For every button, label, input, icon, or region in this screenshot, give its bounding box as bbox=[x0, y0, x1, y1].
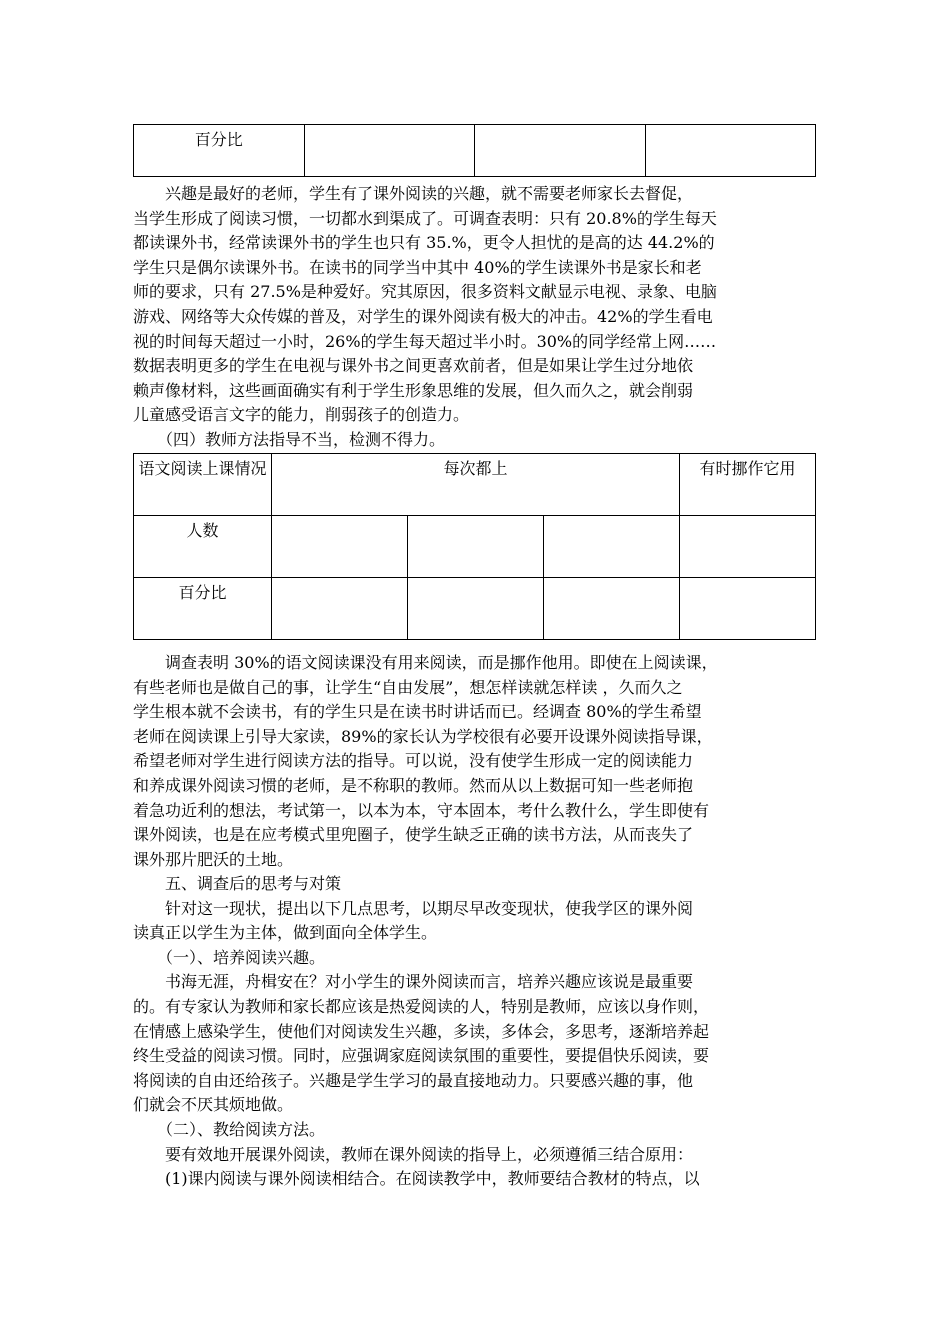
table-cell-empty bbox=[680, 516, 816, 578]
text-line: 在情感上感染学生，使他们对阅读发生兴趣，多读，多体会，多思考，逐渐培养起 bbox=[133, 1021, 710, 1041]
text-line: 着急功近利的想法，考试第一，以本为本，守本固本，考什么教什么，学生即使有 bbox=[133, 800, 710, 820]
subheading-cultivate-interest: （一）、培养阅读兴趣。 bbox=[133, 947, 326, 967]
text-line: 读真正以学生为主体，做到面向全体学生。 bbox=[133, 923, 438, 943]
table-cell-empty bbox=[304, 125, 474, 177]
text-line: 有些老师也是做自己的事，让学生“自由发展”，想怎样读就怎样读 ，久而久之 bbox=[133, 677, 683, 697]
text-line: 赖声像材料，这些画面确实有利于学生形象思维的发展，但久而久之，就会削弱 bbox=[133, 380, 694, 400]
table-cell-empty bbox=[272, 516, 408, 578]
table-cell-empty bbox=[645, 125, 816, 177]
text-line: 书海无涯，舟楫安在？对小学生的课外阅读而言，培养兴趣应该说是最重要 bbox=[133, 972, 694, 992]
table-row bbox=[134, 516, 816, 578]
table-row bbox=[134, 578, 816, 640]
table-reading-class bbox=[133, 453, 816, 640]
header-every-time: 每次都上 bbox=[272, 454, 680, 516]
text-line: 学生只是偶尔读课外书。在读书的同学当中其中 40%的学生读课外书是家长和老 bbox=[133, 257, 702, 277]
text-line: 将阅读的自由还给孩子。兴趣是学生学习的最直接地动力。只要感兴趣的事，他 bbox=[133, 1070, 694, 1090]
text-line: 数据表明更多的学生在电视与课外书之间更喜欢前者，但是如果让学生过分地依 bbox=[133, 356, 694, 376]
heading-text: （四）教师方法指导不当，检测不得力。 bbox=[133, 430, 446, 449]
paragraph-survey-30 bbox=[133, 651, 816, 872]
text-line: 都读课外书，经常读课外书的学生也只有 35.%，更令人担忧的是高的达 44.2%的 bbox=[133, 233, 715, 253]
table-cell-empty bbox=[408, 516, 544, 578]
text-line: 兴趣是最好的老师，学生有了课外阅读的兴趣，就不需要老师家长去督促， bbox=[133, 184, 694, 203]
table-cell-empty bbox=[272, 578, 408, 640]
text-line: 们就会不厌其烦地做。 bbox=[133, 1095, 294, 1115]
table-row bbox=[134, 125, 816, 177]
table-row bbox=[134, 454, 816, 516]
text-line: 的。有专家认为教师和家长都应该是热爱阅读的人，特别是教师，应该以身作则， bbox=[133, 996, 710, 1016]
text-line: 游戏、网络等大众传媒的普及，对学生的课外阅读有极大的冲击。42%的学生看电 bbox=[133, 306, 713, 326]
text-line: 师的要求，只有 27.5%是种爱好。究其原因，很多资料文献显示电视、录象、电脑 bbox=[133, 282, 717, 302]
table-percent-continuation bbox=[133, 124, 816, 177]
text-line: 儿童感受语言文字的能力，削弱孩子的创造力。 bbox=[133, 405, 470, 425]
table-cell-empty bbox=[544, 578, 680, 640]
row-label-percent: 百分比 bbox=[134, 578, 272, 640]
text-line: 学生根本就不会读书，有的学生只是在读书时讲话而已。经调查 80%的学生希望 bbox=[133, 702, 702, 722]
subheading-reading-methods: （二）、教给阅读方法。 bbox=[133, 1119, 326, 1139]
text-line: 终生受益的阅读习惯。同时，应强调家庭阅读氛围的重要性，要提倡快乐阅读，要 bbox=[133, 1046, 710, 1066]
row-label-percent: 百分比 bbox=[134, 125, 305, 177]
section-heading-4 bbox=[133, 428, 816, 453]
table-cell-empty bbox=[680, 578, 816, 640]
text-line: 和养成课外阅读习惯的老师，是不称职的教师。然而从以上数据可知一些老师抱 bbox=[133, 775, 694, 795]
row-label-count: 人数 bbox=[134, 516, 272, 578]
table-cell-empty bbox=[408, 578, 544, 640]
text-line: 针对这一现状，提出以下几点思考，以期尽早改变现状，使我学区的课外阅 bbox=[133, 898, 694, 918]
section-heading-5: 五、调查后的思考与对策 bbox=[133, 874, 342, 893]
header-sometimes-other-use: 有时挪作它用 bbox=[680, 454, 816, 516]
section-5-thoughts bbox=[133, 872, 816, 1192]
text-line: 课外阅读，也是在应考模式里兜圈子，使学生缺乏正确的读书方法，从而丧失了 bbox=[133, 825, 694, 845]
text-line: 视的时间每天超过一小时，26%的学生每天超过半小时。30%的同学经常上网…… bbox=[133, 331, 717, 351]
header-reading-class: 语文阅读上课情况 bbox=[134, 454, 272, 516]
text-line: 要有效地开展课外阅读，教师在课外阅读的指导上，必须遵循三结合原用： bbox=[133, 1144, 694, 1164]
text-line: 希望老师对学生进行阅读方法的指导。可以说，没有使学生形成一定的阅读能力 bbox=[133, 751, 694, 771]
table-cell-empty bbox=[475, 125, 645, 177]
text-line: 课外那片肥沃的土地。 bbox=[133, 849, 294, 869]
text-line: (1)课内阅读与课外阅读相结合。在阅读教学中，教师要结合教材的特点，以 bbox=[133, 1169, 700, 1189]
text-line: 调查表明 30%的语文阅读课没有用来阅读，而是挪作他用。即使在上阅读课， bbox=[133, 653, 718, 672]
table-cell-empty bbox=[544, 516, 680, 578]
paragraph-interest bbox=[133, 182, 816, 428]
text-line: 当学生形成了阅读习惯，一切都水到渠成了。可调查表明：只有 20.8%的学生每天 bbox=[133, 208, 717, 228]
text-line: 老师在阅读课上引导大家读，89%的家长认为学校很有必要开设课外阅读指导课， bbox=[133, 726, 713, 746]
